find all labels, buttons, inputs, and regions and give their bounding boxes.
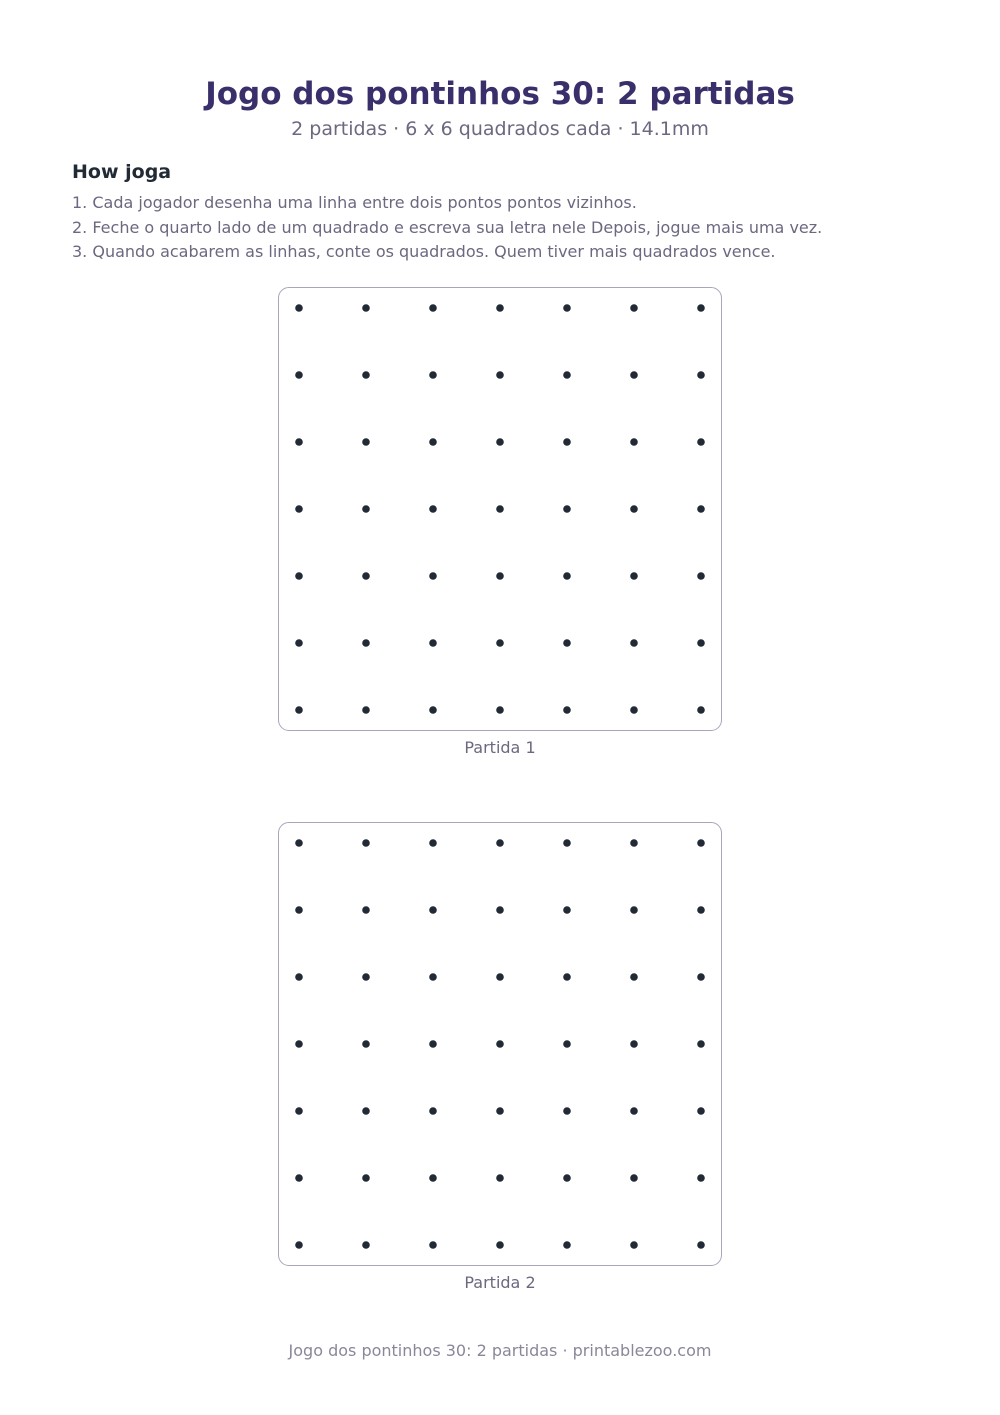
grid-dot[interactable] (295, 839, 303, 847)
grid-dot[interactable] (362, 371, 370, 379)
grid-dot[interactable] (563, 304, 571, 312)
grid-dot[interactable] (563, 639, 571, 647)
grid-dot[interactable] (630, 1174, 638, 1182)
grid-dot[interactable] (362, 973, 370, 981)
grid-dot[interactable] (697, 371, 705, 379)
grid-dot[interactable] (563, 1241, 571, 1249)
grid-dot[interactable] (429, 572, 437, 580)
grid-dot[interactable] (295, 906, 303, 914)
grid-dot[interactable] (563, 839, 571, 847)
grid-dot[interactable] (630, 572, 638, 580)
grid-dot[interactable] (563, 906, 571, 914)
grid-dot[interactable] (496, 906, 504, 914)
grid-dot[interactable] (362, 1241, 370, 1249)
grid-dot[interactable] (362, 304, 370, 312)
grid-dot[interactable] (295, 639, 303, 647)
rule-item: 3. Quando acabarem as linhas, conte os quadrados. Quem tiver mais quadrados vence. (72, 242, 776, 261)
grid-dot[interactable] (429, 371, 437, 379)
board-caption-2: Partida 2 (464, 1273, 536, 1292)
grid-dot[interactable] (496, 639, 504, 647)
grid-dot[interactable] (429, 706, 437, 714)
grid-dot[interactable] (429, 906, 437, 914)
grid-dot[interactable] (295, 438, 303, 446)
grid-dot[interactable] (697, 505, 705, 513)
grid-dot[interactable] (630, 1241, 638, 1249)
grid-dot[interactable] (362, 706, 370, 714)
grid-dot[interactable] (429, 973, 437, 981)
grid-dot[interactable] (630, 1107, 638, 1115)
dot-grid (278, 287, 722, 731)
grid-dot[interactable] (697, 1107, 705, 1115)
grid-dot[interactable] (563, 1040, 571, 1048)
grid-dot[interactable] (496, 1107, 504, 1115)
grid-dot[interactable] (295, 706, 303, 714)
grid-dot[interactable] (295, 572, 303, 580)
grid-dot[interactable] (563, 438, 571, 446)
grid-dot[interactable] (563, 505, 571, 513)
page-subtitle: 2 partidas · 6 x 6 quadrados cada · 14.1mm (291, 118, 709, 140)
grid-dot[interactable] (630, 906, 638, 914)
grid-dot[interactable] (697, 706, 705, 714)
grid-dot[interactable] (295, 1040, 303, 1048)
grid-dot[interactable] (630, 639, 638, 647)
grid-dot[interactable] (630, 706, 638, 714)
grid-dot[interactable] (362, 438, 370, 446)
rule-item: 1. Cada jogador desenha uma linha entre dois pontos pontos vizinhos. (72, 193, 637, 212)
grid-dot[interactable] (429, 505, 437, 513)
grid-dot[interactable] (429, 839, 437, 847)
grid-dot[interactable] (496, 572, 504, 580)
grid-dot[interactable] (362, 1107, 370, 1115)
grid-dot[interactable] (563, 572, 571, 580)
grid-dot[interactable] (362, 505, 370, 513)
grid-dot[interactable] (630, 304, 638, 312)
grid-dot[interactable] (630, 371, 638, 379)
dot-grid (278, 822, 722, 1266)
grid-dot[interactable] (362, 639, 370, 647)
grid-dot[interactable] (563, 371, 571, 379)
grid-dot[interactable] (563, 973, 571, 981)
page-title: Jogo dos pontinhos 30: 2 partidas (205, 76, 795, 112)
grid-dot[interactable] (295, 505, 303, 513)
grid-dot[interactable] (630, 839, 638, 847)
grid-dot[interactable] (697, 639, 705, 647)
grid-dot[interactable] (362, 906, 370, 914)
grid-dot[interactable] (563, 1107, 571, 1115)
grid-dot[interactable] (697, 839, 705, 847)
grid-dot[interactable] (429, 1107, 437, 1115)
grid-dot[interactable] (697, 1174, 705, 1182)
board-caption-1: Partida 1 (464, 738, 536, 757)
grid-dot[interactable] (362, 1040, 370, 1048)
grid-dot[interactable] (362, 839, 370, 847)
dot-board-2[interactable] (278, 822, 722, 1266)
grid-dot[interactable] (429, 1040, 437, 1048)
grid-dot[interactable] (429, 304, 437, 312)
grid-dot[interactable] (697, 906, 705, 914)
grid-dot[interactable] (496, 1241, 504, 1249)
grid-dot[interactable] (295, 1107, 303, 1115)
grid-dot[interactable] (429, 639, 437, 647)
grid-dot[interactable] (362, 572, 370, 580)
grid-dot[interactable] (630, 438, 638, 446)
grid-dot[interactable] (496, 1174, 504, 1182)
rule-item: 2. Feche o quarto lado de um quadrado e escreva sua letra nele Depois, jogue mais uma vez. (72, 217, 823, 237)
footer-text: Jogo dos pontinhos 30: 2 partidas · printablezoo.com (288, 1341, 712, 1360)
grid-dot[interactable] (697, 438, 705, 446)
grid-dot[interactable] (496, 1040, 504, 1048)
grid-dot[interactable] (697, 304, 705, 312)
grid-dot[interactable] (496, 438, 504, 446)
grid-dot[interactable] (630, 505, 638, 513)
grid-dot[interactable] (429, 1241, 437, 1249)
instructions-list (72, 191, 822, 265)
grid-dot[interactable] (496, 973, 504, 981)
grid-dot[interactable] (295, 1174, 303, 1182)
grid-dot[interactable] (563, 1174, 571, 1182)
grid-dot[interactable] (697, 1040, 705, 1048)
grid-dot[interactable] (362, 1174, 370, 1182)
grid-dot[interactable] (496, 505, 504, 513)
grid-dot[interactable] (496, 839, 504, 847)
grid-dot[interactable] (429, 438, 437, 446)
grid-dot[interactable] (697, 572, 705, 580)
grid-dot[interactable] (630, 1040, 638, 1048)
grid-dot[interactable] (295, 304, 303, 312)
instructions-heading: How joga (72, 161, 172, 183)
grid-dot[interactable] (496, 706, 504, 714)
grid-dot[interactable] (697, 1241, 705, 1249)
grid-dot[interactable] (295, 1241, 303, 1249)
grid-dot[interactable] (295, 973, 303, 981)
grid-dot[interactable] (295, 371, 303, 379)
grid-dot[interactable] (429, 1174, 437, 1182)
grid-dot[interactable] (697, 973, 705, 981)
dot-board-1[interactable] (278, 287, 722, 731)
grid-dot[interactable] (563, 706, 571, 714)
grid-dot[interactable] (630, 973, 638, 981)
grid-dot[interactable] (496, 371, 504, 379)
grid-dot[interactable] (496, 304, 504, 312)
